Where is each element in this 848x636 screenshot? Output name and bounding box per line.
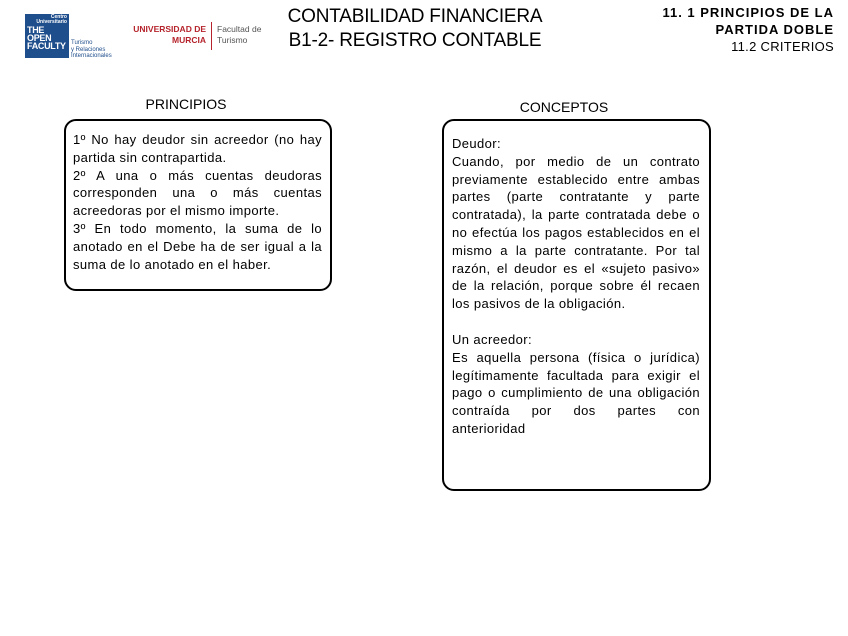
principios-heading: PRINCIPIOS (145, 96, 227, 112)
open-faculty-logo-caption-line: Turismo (71, 40, 93, 46)
open-faculty-logo-caption (71, 40, 112, 60)
section-reference-line: 11. 1 PRINCIPIOS DE LA (662, 5, 834, 20)
section-reference (662, 4, 834, 55)
open-faculty-logo-caption-line: Internacionales (71, 53, 112, 59)
open-faculty-logo-wordmark (27, 26, 66, 50)
paragraph-spacer (452, 313, 700, 331)
um-logo-university: UNIVERSIDAD DE (133, 24, 206, 34)
open-faculty-logo-top-text: Centro Universitario (36, 14, 67, 25)
slide-title-line: B1-2- REGISTRO CONTABLE (288, 30, 542, 51)
open-faculty-logo-caption-line: y Relaciones (71, 46, 106, 53)
principio-item: 1º No hay deudor sin acreedor (no hay partida sin contrapartida. (73, 132, 322, 165)
open-faculty-logo-word: OPEN (27, 33, 52, 43)
um-logo-city: MURCIA (172, 35, 206, 45)
um-logo-divider (211, 22, 212, 50)
open-faculty-logo (25, 14, 115, 62)
open-faculty-logo-word: FACULTY (27, 41, 66, 51)
deudor-definition: Cuando, por medio de un contrato previamente establecido entre ambas partes (parte contratante y parte contratada), la parte contratada debe o no efectúa los pagos establecidos en el mismo a la parte contratante. Por tal razón, el deudor es el «sujeto pasivo» de la relación, porque sobre él recaen los pasivos de la obligación. (452, 153, 700, 312)
open-faculty-logo-block (25, 14, 69, 58)
conceptos-heading: CONCEPTOS (519, 99, 609, 115)
um-logo-faculty-line: Facultad de (217, 24, 262, 34)
section-reference-line: PARTIDA DOBLE (715, 22, 834, 37)
section-reference-subline: 11.2 CRITERIOS (731, 39, 834, 54)
universidad-murcia-logo (133, 22, 274, 50)
um-logo-faculty (217, 24, 261, 46)
slide-title-line: CONTABILIDAD FINANCIERA (287, 6, 543, 27)
deudor-title: Deudor: (452, 136, 502, 151)
principio-item: 2º A una o más cuentas deudoras corresponden una o más cuentas acreedoras por el mismo importe. (73, 167, 322, 219)
principios-box (64, 119, 332, 291)
um-logo-faculty-line: Turismo (217, 35, 248, 45)
acreedor-title: Un acreedor: (452, 331, 532, 347)
open-faculty-logo-word: THE (27, 25, 45, 35)
principio-item: 3º En todo momento, la suma de lo anotado en el Debe ha de ser igual a la suma de lo anotado en el haber. (73, 220, 322, 272)
acreedor-definition: Es aquella persona (física o jurídica) legítimamente facultada para exigir el pago o cumplimiento de una obligación contraída por dos partes con anterioridad (452, 349, 700, 436)
slide-title (260, 5, 570, 53)
conceptos-box (442, 119, 711, 491)
